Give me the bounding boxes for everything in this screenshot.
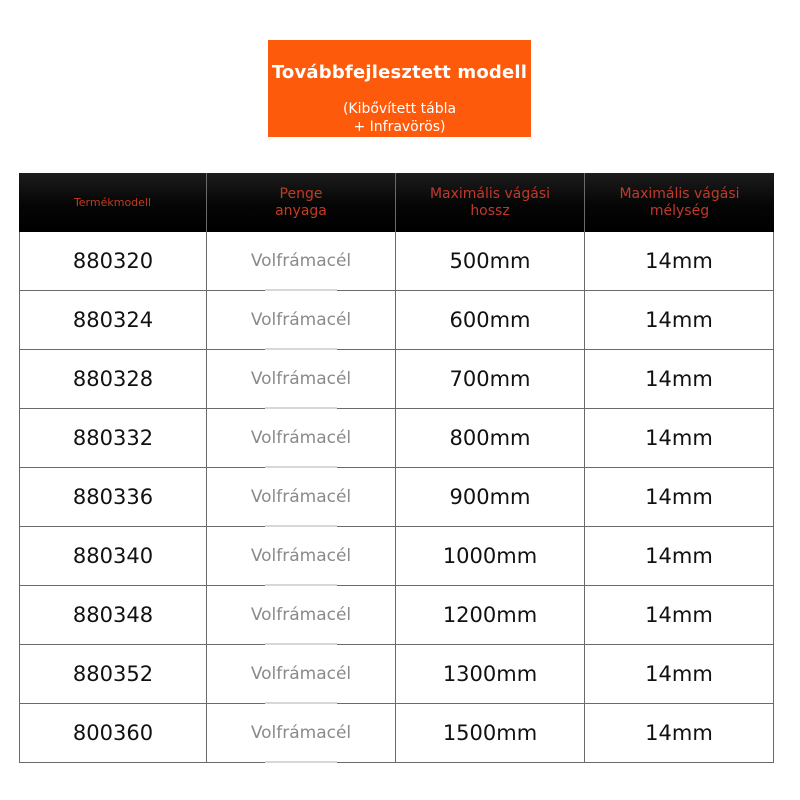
cell-length: 700mm — [396, 350, 585, 409]
cell-material: Volfrámacél — [207, 704, 396, 763]
banner-title: Továbbfejlesztett modell — [271, 62, 528, 83]
header-blade-material — [207, 173, 396, 232]
table-row — [19, 291, 774, 350]
table-row — [19, 468, 774, 527]
cell-length: 1300mm — [396, 645, 585, 704]
header-model — [19, 173, 207, 232]
cell-length: 1200mm — [396, 586, 585, 645]
header-blade-material-line1: Penge — [279, 185, 323, 202]
cell-length: 1000mm — [396, 527, 585, 586]
table-row — [19, 350, 774, 409]
model-banner — [268, 40, 531, 137]
cell-model: 880332 — [19, 409, 207, 468]
cell-model: 880320 — [19, 232, 207, 291]
header-max-cut-length — [396, 173, 585, 232]
cell-model: 880340 — [19, 527, 207, 586]
header-model-label: Termékmodell — [73, 196, 152, 209]
cell-depth: 14mm — [585, 527, 774, 586]
table-row — [19, 409, 774, 468]
cell-material: Volfrámacél — [207, 468, 396, 527]
cell-depth: 14mm — [585, 586, 774, 645]
cell-depth: 14mm — [585, 468, 774, 527]
cell-material: Volfrámacél — [207, 527, 396, 586]
table-row — [19, 527, 774, 586]
header-max-cut-depth-line1: Maximális vágási — [619, 185, 740, 202]
banner-subtitle-line2: + Infravörös) — [353, 119, 446, 135]
cell-material: Volfrámacél — [207, 291, 396, 350]
cell-material: Volfrámacél — [207, 232, 396, 291]
table-header-row — [19, 173, 774, 232]
cell-model: 880328 — [19, 350, 207, 409]
cell-material: Volfrámacél — [207, 409, 396, 468]
cell-depth: 14mm — [585, 350, 774, 409]
cell-depth: 14mm — [585, 291, 774, 350]
header-blade-material-line2: anyaga — [275, 202, 327, 219]
cell-depth: 14mm — [585, 232, 774, 291]
cell-model: 800360 — [19, 704, 207, 763]
cell-depth: 14mm — [585, 409, 774, 468]
cell-model: 880352 — [19, 645, 207, 704]
cell-material: Volfrámacél — [207, 350, 396, 409]
header-max-cut-depth — [585, 173, 774, 232]
cell-model: 880336 — [19, 468, 207, 527]
header-max-cut-length-line1: Maximális vágási — [429, 185, 551, 202]
banner-subtitle-line1: (Kibővített tábla — [342, 101, 457, 117]
spec-table — [19, 173, 774, 763]
cell-length: 600mm — [396, 291, 585, 350]
cell-length: 1500mm — [396, 704, 585, 763]
table-row — [19, 232, 774, 291]
table-row — [19, 704, 774, 763]
cell-depth: 14mm — [585, 704, 774, 763]
table-row — [19, 645, 774, 704]
cell-material: Volfrámacél — [207, 586, 396, 645]
cell-model: 880348 — [19, 586, 207, 645]
header-max-cut-length-line2: hossz — [470, 202, 510, 219]
header-max-cut-depth-line2: mélység — [649, 202, 710, 219]
cell-material: Volfrámacél — [207, 645, 396, 704]
cell-length: 500mm — [396, 232, 585, 291]
cell-depth: 14mm — [585, 645, 774, 704]
cell-length: 900mm — [396, 468, 585, 527]
cell-model: 880324 — [19, 291, 207, 350]
banner-subtitle — [268, 100, 531, 136]
table-row — [19, 586, 774, 645]
cell-length: 800mm — [396, 409, 585, 468]
